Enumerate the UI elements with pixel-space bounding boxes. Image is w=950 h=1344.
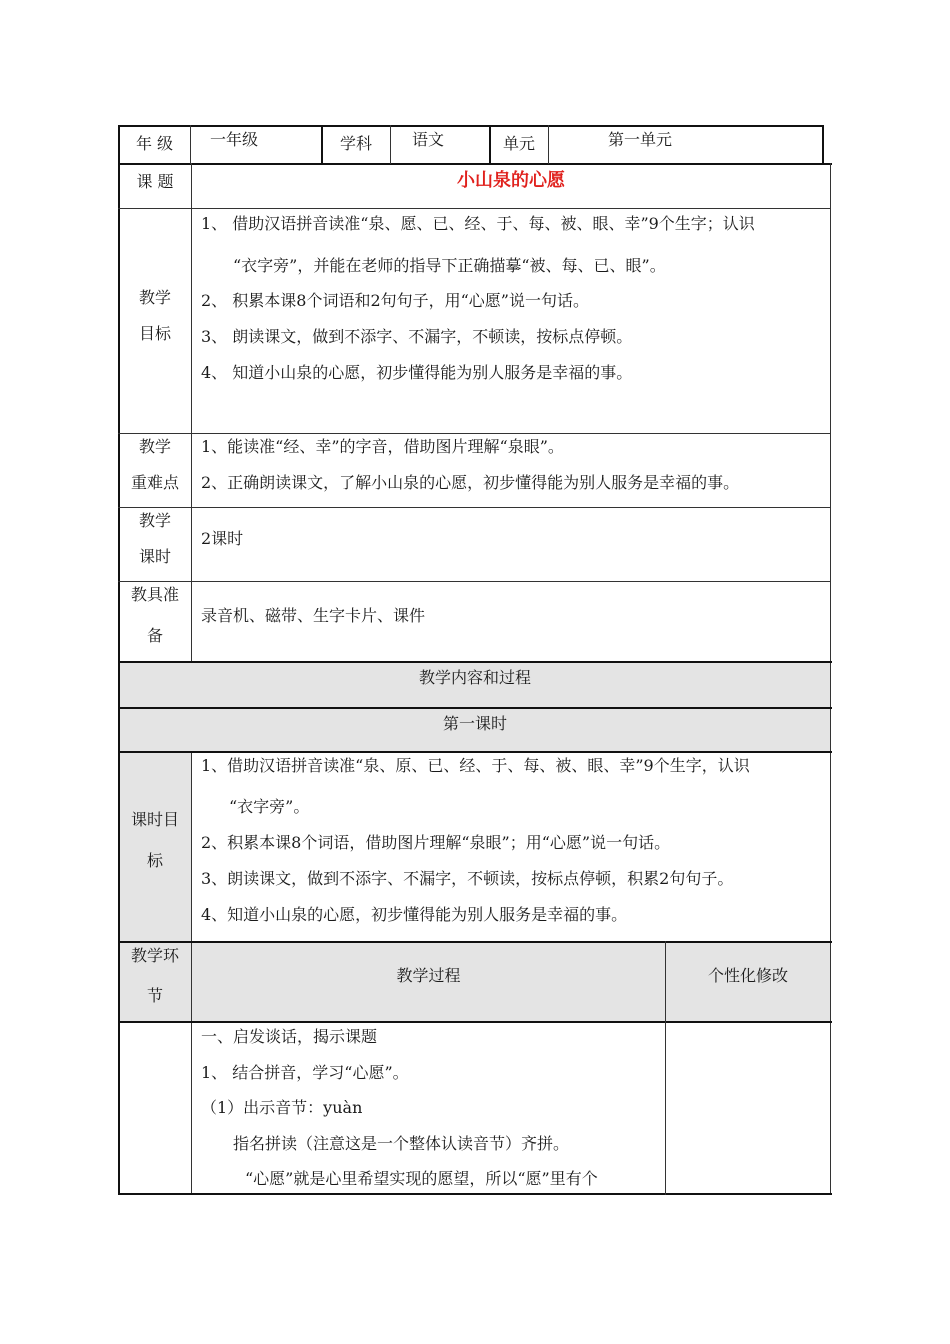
lesson-goals-label-1: 课时目 [130, 810, 179, 829]
subject-label: 学科 [339, 134, 372, 153]
process-line: “心愿”就是心里希望实现的愿望，所以“愿”里有个 [245, 1169, 598, 1188]
teaching-goal-line: 1、 借助汉语拼音读准“泉、愿、已、经、于、每、被、眼、幸”9个生字；认识 [201, 214, 755, 233]
lesson-goal-line: “衣字旁”。 [229, 797, 310, 816]
lesson-goal-line: 1、借助汉语拼音读准“泉、原、已、经、于、每、被、眼、幸”9个生字，认识 [201, 756, 750, 775]
key-point-line: 2、正确朗读课文，了解小山泉的心愿，初步懂得能为别人服务是幸福的事。 [201, 473, 740, 492]
key-points-label-1: 教学 [138, 437, 171, 456]
class-hours-value: 2课时 [201, 529, 244, 548]
process-col1-label-1: 教学环 [130, 946, 179, 965]
process-line: 1、 结合拼音，学习“心愿”。 [201, 1063, 409, 1082]
grade-label: 年 级 [135, 134, 174, 153]
process-line: 指名拼读（注意这是一个整体认读音节）齐拼。 [233, 1134, 570, 1153]
key-points-label-2: 重难点 [130, 473, 179, 492]
lesson-goal-line: 2、积累本课8个词语，借助图片理解“泉眼”；用“心愿”说一句话。 [201, 833, 671, 852]
teaching-goal-line: 4、 知道小山泉的心愿，初步懂得能为别人服务是幸福的事。 [201, 363, 633, 382]
teaching-goals-label-1: 教学 [138, 288, 171, 307]
process-col3-header: 个性化修改 [707, 966, 788, 985]
process-line: （1）出示音节：yuàn [201, 1098, 363, 1117]
section-title: 教学内容和过程 [418, 668, 531, 687]
class-hours-label-2: 课时 [138, 547, 171, 566]
unit-label: 单元 [502, 134, 535, 153]
lesson-goals-label-band [119, 752, 191, 941]
page-title: 小山泉的心愿 [457, 170, 565, 191]
teaching-goals-label-2: 目标 [138, 324, 171, 343]
class-hours-label-1: 教学 [138, 511, 171, 530]
topic-label: 课 题 [136, 172, 174, 191]
tools-label-1: 教具准 [130, 585, 179, 604]
lesson-goals-label-2: 标 [146, 851, 163, 870]
tools-value: 录音机、磁带、生字卡片、课件 [201, 606, 426, 625]
tools-label-2: 备 [146, 626, 163, 645]
subject-value: 语文 [412, 130, 445, 149]
teaching-goal-line: 2、 积累本课8个词语和2句句子，用“心愿”说一句话。 [201, 291, 589, 310]
unit-value: 第一单元 [608, 130, 673, 149]
lesson-goal-line: 4、知道小山泉的心愿，初步懂得能为别人服务是幸福的事。 [201, 905, 628, 924]
grade-value: 一年级 [210, 130, 259, 149]
lesson-title: 第一课时 [442, 714, 507, 733]
process-line: 一、启发谈话，揭示课题 [201, 1027, 378, 1046]
teaching-goal-line: “衣字旁”，并能在老师的指导下正确描摹“被、每、已、眼”。 [233, 256, 666, 275]
teaching-goal-line: 3、 朗读课文，做到不添字、不漏字，不顿读，按标点停顿。 [201, 327, 633, 346]
lesson-goal-line: 3、朗读课文，做到不添字、不漏字，不顿读，按标点停顿，积累2句句子。 [201, 869, 734, 888]
process-col2-header: 教学过程 [396, 966, 461, 985]
key-point-line: 1、能读准“经、幸”的字音，借助图片理解“泉眼”。 [201, 437, 564, 456]
process-col1-label-2: 节 [146, 986, 163, 1005]
